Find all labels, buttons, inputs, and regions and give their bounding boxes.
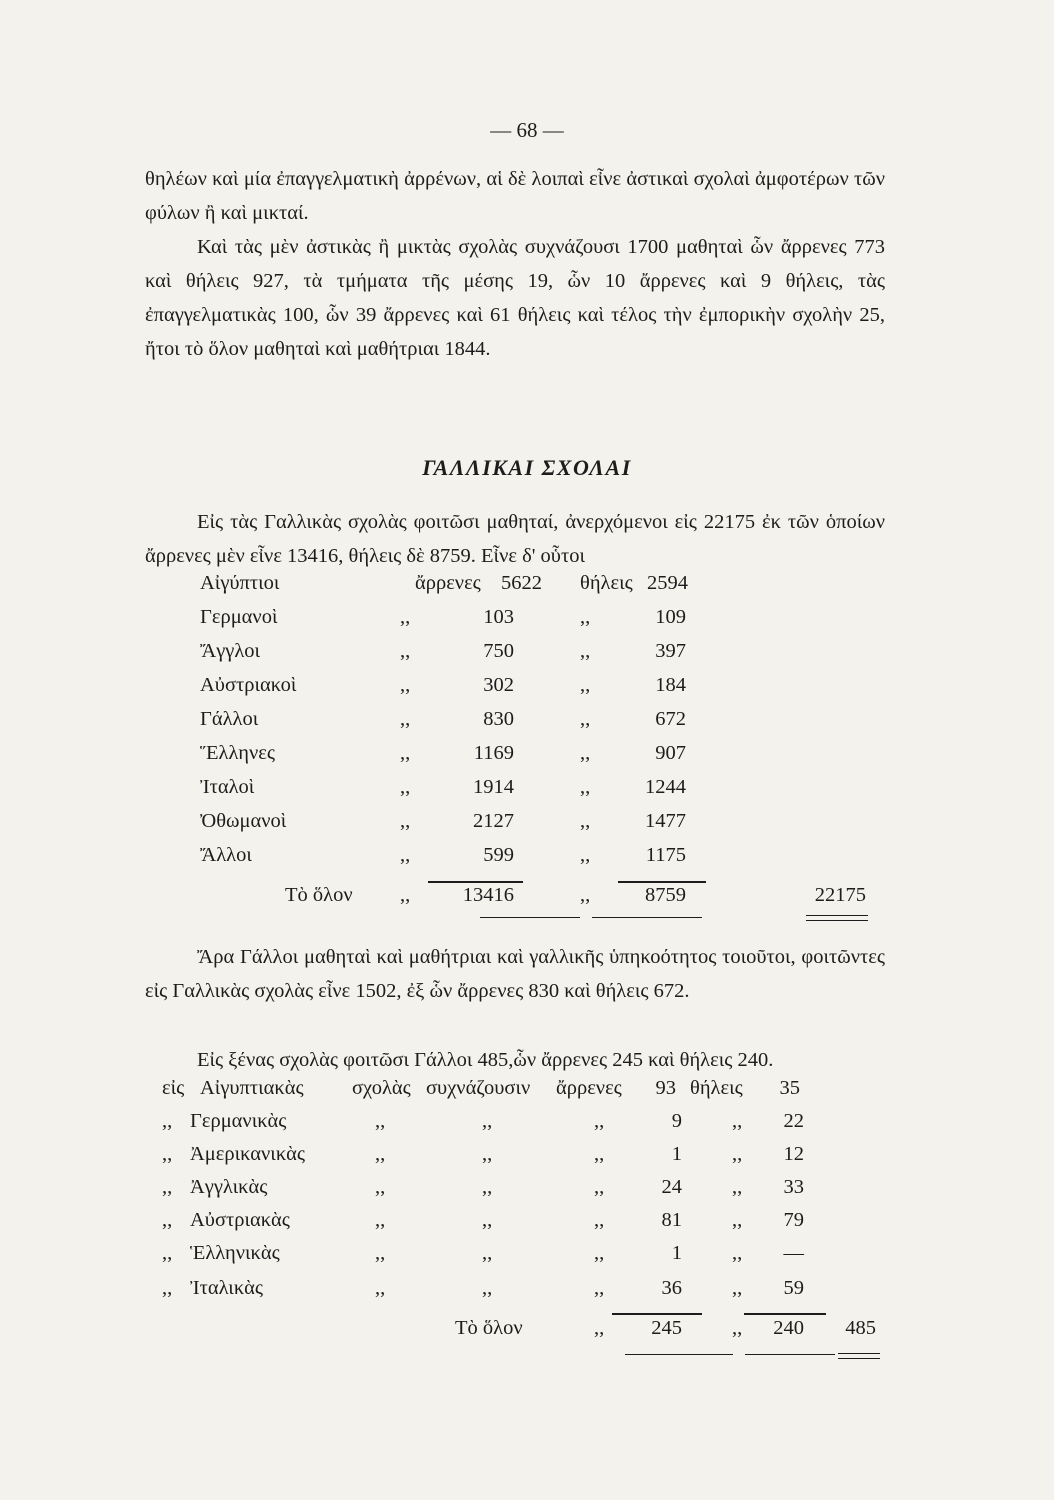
- nationality-name: Αὐστριακοὶ: [200, 674, 297, 696]
- ditto-mark: ,,: [162, 1277, 173, 1299]
- female-count: 2594: [647, 572, 688, 594]
- ditto-mark: ,,: [162, 1176, 173, 1198]
- ditto-mark: ,,: [580, 742, 591, 764]
- ditto-mark: ,,: [375, 1242, 386, 1264]
- ditto-mark: ,,: [580, 884, 591, 906]
- ditto-mark: ,,: [162, 1110, 173, 1132]
- female-count: 1175: [645, 844, 686, 866]
- ditto-mark: ,,: [162, 1209, 173, 1231]
- school-name: Ἀγγλικὰς: [190, 1176, 268, 1198]
- ditto-mark: ,,: [594, 1242, 605, 1264]
- ditto-mark: ,,: [400, 708, 411, 730]
- closing-rule: [625, 1354, 733, 1355]
- ditto-mark: ,,: [482, 1209, 493, 1231]
- male-count: 1914: [473, 776, 514, 798]
- paragraph-city-schools: Καὶ τὰς μὲν ἀστικὰς ἢ μικτὰς σχολὰς συχνάζουσι 1700 μαθηταὶ ὧν ἄρρενες 773 καὶ θήλεις 927, τὰ τμήματα τῆς μέσης 19, ὧν 10 ἄρρενες καὶ 9 θήλεις, τὰς ἐπαγγελματικὰς 100, ὧν 39 ἄρρενες καὶ 61 θήλεις καὶ τέλος τὴν ἐμπορικὴν σχολὴν 25, ἤτοι τὸ ὅλον μαθηταὶ καὶ μαθήτριαι 1844.: [145, 236, 885, 360]
- table-row: [0, 844, 1054, 876]
- table-total-row: [0, 1317, 1054, 1349]
- ditto-mark: ,,: [400, 776, 411, 798]
- ditto-mark: ,,: [375, 1277, 386, 1299]
- table-row: [0, 1176, 1054, 1208]
- ditto-mark: ,,: [580, 640, 591, 662]
- ditto-mark: ,,: [400, 884, 411, 906]
- table-row: [0, 1209, 1054, 1241]
- sum-rule: [744, 1313, 826, 1315]
- total-label: Τὸ ὅλον: [455, 1317, 523, 1339]
- school-name: Ἑλληνικὰς: [190, 1242, 280, 1264]
- nationality-name: Γερμανοὶ: [200, 606, 278, 628]
- closing-rule: [745, 1354, 835, 1355]
- female-count: 907: [655, 742, 686, 764]
- closing-rule: [838, 1353, 880, 1354]
- ditto-mark: ,,: [482, 1242, 493, 1264]
- ditto-mark: ,,: [375, 1209, 386, 1231]
- ditto-mark: ,,: [400, 742, 411, 764]
- sum-rule: [612, 1313, 702, 1315]
- ditto-mark: ,,: [594, 1110, 605, 1132]
- ditto-mark: ,,: [732, 1209, 743, 1231]
- nationality-name: Ἰταλοὶ: [200, 776, 255, 798]
- closing-rule: [806, 920, 868, 921]
- male-count: 24: [661, 1176, 682, 1198]
- ditto-mark: ,,: [594, 1277, 605, 1299]
- table-total-row: [0, 884, 1054, 916]
- male-count: 81: [661, 1209, 682, 1231]
- table-row: [0, 572, 1054, 604]
- closing-rule: [838, 1358, 880, 1359]
- page-number: — 68 —: [490, 118, 564, 142]
- ditto-mark: ,,: [580, 844, 591, 866]
- table-row: [0, 606, 1054, 638]
- female-count: 109: [655, 606, 686, 628]
- female-count: 22: [783, 1110, 804, 1132]
- nationality-name: Ἄγγλοι: [200, 640, 261, 662]
- ditto-mark: ,,: [580, 606, 591, 628]
- school-name: Γερμανικὰς: [190, 1110, 287, 1132]
- grand-total: 22175: [814, 884, 866, 906]
- table-row: [0, 1143, 1054, 1175]
- sum-rule: [618, 881, 706, 883]
- ditto-mark: ,,: [482, 1176, 493, 1198]
- paragraph-intro: θηλέων καὶ μία ἐπαγγελματικὴ ἀρρένων, αἱ δὲ λοιπαὶ εἶνε ἀστικαὶ σχολαὶ ἀμφοτέρων τῶν φύλων ἢ καὶ μικταί.: [145, 168, 885, 224]
- ditto-mark: ,,: [580, 674, 591, 696]
- ditto-mark: ,,: [580, 776, 591, 798]
- ditto-mark: ,,: [400, 606, 411, 628]
- section-heading: ΓΑΛΛΙΚΑΙ ΣΧΟΛΑΙ: [422, 455, 632, 480]
- male-total: 13416: [462, 884, 514, 906]
- female-count: 184: [655, 674, 686, 696]
- male-count: 2127: [473, 810, 514, 832]
- female-count: 1244: [645, 776, 686, 798]
- female-count: 79: [783, 1209, 804, 1231]
- female-total: 8759: [645, 884, 686, 906]
- nationality-name: Αἰγύπτιοι: [200, 572, 280, 594]
- female-count: —: [783, 1242, 804, 1264]
- male-count: 36: [661, 1277, 682, 1299]
- ditto-mark: ,,: [162, 1242, 173, 1264]
- ditto-mark: ,,: [594, 1209, 605, 1231]
- male-count: 5622: [501, 572, 542, 594]
- total-label: Τὸ ὅλον: [285, 884, 353, 906]
- male-label: ἄρρενες: [415, 572, 481, 594]
- male-count: 93: [655, 1077, 676, 1099]
- male-count: 9: [671, 1110, 682, 1132]
- school-name: Αἰγυπτιακὰς: [200, 1077, 304, 1099]
- ditto-mark: ,,: [732, 1143, 743, 1165]
- row-prefix: εἰς: [162, 1077, 185, 1099]
- ditto-mark: ,,: [400, 640, 411, 662]
- nationality-name: Γάλλοι: [200, 708, 259, 730]
- female-count: 1477: [645, 810, 686, 832]
- female-total: 240: [773, 1317, 804, 1339]
- female-label: θήλεις: [580, 572, 633, 594]
- ditto-mark: ,,: [580, 708, 591, 730]
- nationality-name: Ἕλληνες: [200, 742, 275, 764]
- female-count: 59: [783, 1277, 804, 1299]
- ditto-mark: ,,: [732, 1317, 743, 1339]
- verb-label: συχνάζουσιν: [426, 1077, 531, 1099]
- table-row: [0, 1110, 1054, 1142]
- school-name: Ἰταλικὰς: [190, 1277, 264, 1299]
- ditto-mark: ,,: [400, 810, 411, 832]
- male-count: 599: [483, 844, 514, 866]
- table-row: [0, 776, 1054, 808]
- male-count: 830: [483, 708, 514, 730]
- table-row: [0, 1077, 1054, 1109]
- grand-total: 485: [845, 1317, 876, 1339]
- table-row: [0, 640, 1054, 672]
- ditto-mark: ,,: [594, 1143, 605, 1165]
- male-count: 1169: [473, 742, 514, 764]
- ditto-mark: ,,: [375, 1176, 386, 1198]
- male-count: 1: [671, 1143, 682, 1165]
- male-total: 245: [651, 1317, 682, 1339]
- ditto-mark: ,,: [482, 1277, 493, 1299]
- ditto-mark: ,,: [375, 1110, 386, 1132]
- male-count: 750: [483, 640, 514, 662]
- school-name: Ἀμερικανικὰς: [190, 1143, 306, 1165]
- table-row: [0, 742, 1054, 774]
- female-label: θήλεις: [690, 1077, 743, 1099]
- closing-rule: [592, 917, 702, 918]
- nationality-name: Ἄλλοι: [200, 844, 252, 866]
- male-count: 1: [671, 1242, 682, 1264]
- male-count: 302: [483, 674, 514, 696]
- female-count: 397: [655, 640, 686, 662]
- table-row: [0, 708, 1054, 740]
- ditto-mark: ,,: [400, 674, 411, 696]
- ditto-mark: ,,: [375, 1143, 386, 1165]
- ditto-mark: ,,: [400, 844, 411, 866]
- paragraph-french-schools: Εἰς τὰς Γαλλικὰς σχολὰς φοιτῶσι μαθηταί, ἀνερχόμενοι εἰς 22175 ἐκ τῶν ὁποίων ἄρρενες μὲν εἶνε 13416, θήλεις δὲ 8759. Εἶνε δ' οὗτοι: [145, 511, 885, 567]
- male-count: 103: [483, 606, 514, 628]
- ditto-mark: ,,: [162, 1143, 173, 1165]
- closing-rule: [806, 915, 868, 916]
- paragraph-foreign-schools: Εἰς ξένας σχολὰς φοιτῶσι Γάλλοι 485,ὧν ἄρρενες 245 καὶ θήλεις 240.: [197, 1049, 774, 1071]
- ditto-mark: ,,: [594, 1317, 605, 1339]
- ditto-mark: ,,: [732, 1110, 743, 1132]
- school-name: Αὐστριακὰς: [190, 1209, 290, 1231]
- closing-rule: [480, 917, 580, 918]
- table-row: [0, 1242, 1054, 1274]
- sum-rule: [428, 881, 523, 883]
- male-label: ἄρρενες: [556, 1077, 622, 1099]
- school-label: σχολὰς: [352, 1077, 411, 1099]
- female-count: 12: [783, 1143, 804, 1165]
- ditto-mark: ,,: [594, 1176, 605, 1198]
- ditto-mark: ,,: [482, 1143, 493, 1165]
- ditto-mark: ,,: [732, 1242, 743, 1264]
- female-count: 35: [779, 1077, 800, 1099]
- ditto-mark: ,,: [580, 810, 591, 832]
- ditto-mark: ,,: [482, 1110, 493, 1132]
- nationality-name: Ὀθωμανοὶ: [200, 810, 287, 832]
- female-count: 672: [655, 708, 686, 730]
- table-row: [0, 1277, 1054, 1309]
- female-count: 33: [783, 1176, 804, 1198]
- table-row: [0, 810, 1054, 842]
- table-row: [0, 674, 1054, 706]
- paragraph-french-pupils: Ἄρα Γάλλοι μαθηταὶ καὶ μαθήτριαι καὶ γαλλικῆς ὑπηκοότητος τοιοῦτοι, φοιτῶντες εἰς Γαλλικὰς σχολὰς εἶνε 1502, ἐξ ὧν ἄρρενες 830 καὶ θήλεις 672.: [145, 946, 885, 1002]
- ditto-mark: ,,: [732, 1176, 743, 1198]
- ditto-mark: ,,: [732, 1277, 743, 1299]
